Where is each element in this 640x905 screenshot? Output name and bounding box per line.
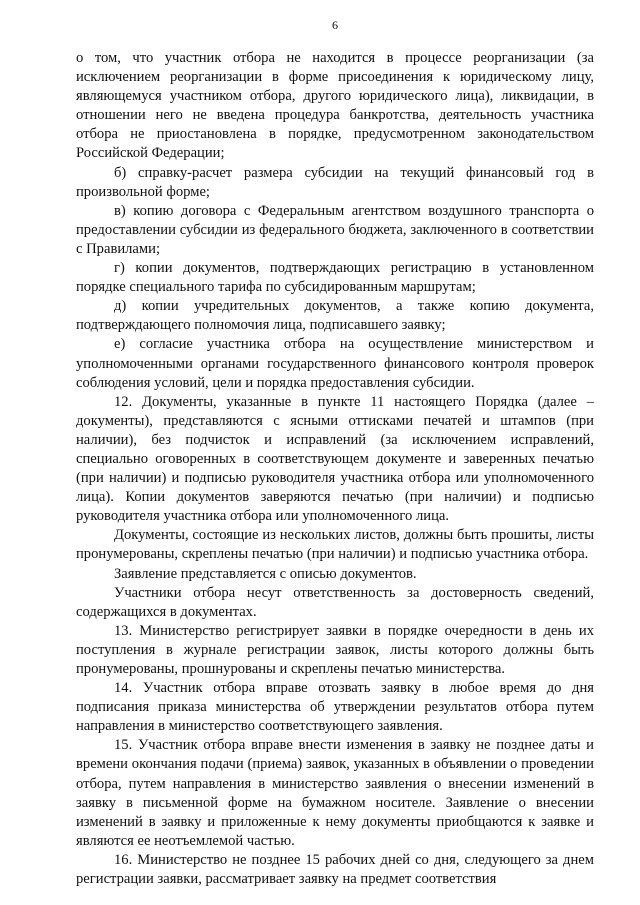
paragraph-item-v: в) копию договора с Федеральным агентством воздушного транспорта о предоставлении субсидии из федерального бюджета, заключенного в соответствии с Правилами; [76, 202, 594, 257]
paragraph-item-b: б) справку-расчет размера субсидии на текущий финансовый год в произвольной форме; [76, 164, 594, 200]
paragraph-clause-16: 16. Министерство не позднее 15 рабочих дней со дня, следующего за днем регистрации заявки, рассматривает заявку на предмет соответствия [76, 851, 594, 888]
paragraph-clause-14: 14. Участник отбора вправе отозвать заявку в любое время до дня подписания приказа министерства об утверждении результатов отбора путем направления в министерство соответствующего заявления. [76, 680, 594, 735]
paragraph-item-e: е) согласие участника отбора на осуществление министерством и уполномоченными органами государственного финансового контроля проверок соблюдения условий, цели и порядка предоставления субсидии. [76, 336, 594, 391]
paragraph-reorganization-statement: о том, что участник отбора не находится в процессе реорганизации (за исключением реорганизации в форме присоединения к юридическому лицу, являющемуся участником отбора, другого юридического лица), ликвидации, в отношении него не введена процедура банкротства, деятельность участника отбора не приостановлена в порядке, предусмотренном законодательством Российской Федерации; [76, 50, 594, 162]
paragraph-clause-15: 15. Участник отбора вправе внести изменения в заявку не позднее даты и времени окончания подачи (приема) заявок, указанных в объявлении о проведении отбора, путем направления в министерство заявления о внесении изменений в заявку в письменной форме на бумажном носителе. Заявление о внесении изменений в заявку и приложенные к нему документы приобщаются к заявке и являются ее неотъемлемой частью. [76, 737, 594, 849]
paragraph-responsibility: Участники отбора несут ответственность за достоверность сведений, содержащихся в документах. [76, 584, 594, 620]
paragraph-clause-12: 12. Документы, указанные в пункте 11 настоящего Порядка (далее – документы), представляются с ясными оттисками печатей и штампов (при наличии), без подчисток и исправлений (за исключением исправлений, специально оговоренных в соответствующем документе и заверенных печатью (при наличии) и подписью руководителя участника отбора или уполномоченного лица). Копии документов заверяются печатью (при наличии) и подписью руководителя участника отбора или уполномоченного лица. [76, 393, 594, 525]
paragraph-inventory: Заявление представляется с описью документов. [114, 565, 417, 582]
paragraph-item-d: д) копии учредительных документов, а также копию документа, подтверждающего полномочия лица, подписавшего заявку; [76, 298, 594, 334]
paragraph-item-g: г) копии документов, подтверждающих регистрацию в установленном порядке специального тарифа по субсидированным маршрутам; [76, 260, 594, 296]
page-number: 6 [332, 18, 338, 32]
paragraph-multi-sheet-documents: Документы, состоящие из нескольких листов, должны быть прошиты, листы пронумерованы, скреплены печатью (при наличии) и подписью участника отбора. [76, 527, 594, 563]
paragraph-clause-13: 13. Министерство регистрирует заявки в порядке очередности в день их поступления в журнале регистрации заявок, листы которого должны быть пронумерованы, прошнурованы и скреплены печатью министерства. [76, 622, 594, 677]
